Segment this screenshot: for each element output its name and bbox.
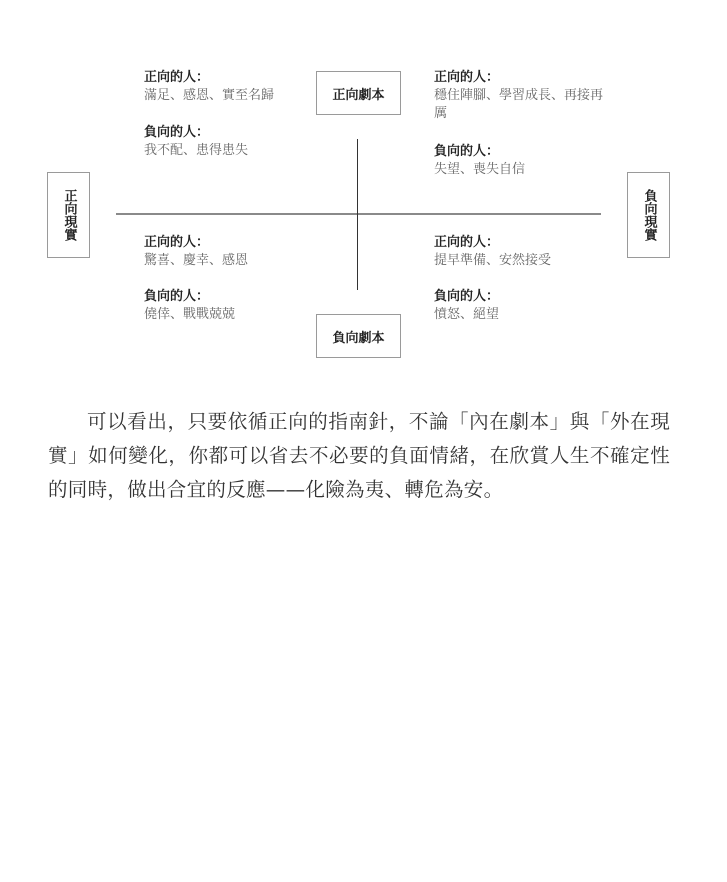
quadrant-bottom-right-positive — [434, 234, 551, 270]
negative-person-text: 失望、喪失自信 — [434, 162, 526, 177]
positive-person-label: 正向的人： — [144, 235, 210, 250]
negative-person-label: 負向的人： — [434, 289, 500, 304]
quadrant-top-right-positive — [434, 69, 609, 123]
negative-person-text: 我不配、患得患失 — [144, 143, 249, 158]
vertical-axis-line — [357, 139, 358, 290]
negative-person-label: 負向的人： — [144, 125, 210, 140]
quadrant-diagram — [0, 0, 727, 370]
positive-person-label: 正向的人： — [434, 235, 500, 250]
positive-person-label: 正向的人： — [144, 70, 210, 85]
quadrant-top-left-negative — [144, 124, 248, 160]
axis-label-negative-reality: 負向現實 — [627, 172, 670, 258]
quadrant-bottom-left-positive — [144, 234, 248, 270]
positive-person-text: 提早準備、安然接受 — [434, 253, 552, 268]
horizontal-axis-line — [116, 213, 601, 215]
positive-person-text: 驚喜、慶幸、感恩 — [144, 253, 249, 268]
quadrant-top-right-negative — [434, 143, 525, 179]
axis-label-positive-script: 正向劇本 — [316, 71, 401, 115]
positive-person-text: 滿足、感恩、實至名歸 — [144, 88, 275, 103]
quadrant-top-left-positive — [144, 69, 274, 105]
body-paragraph: 可以看出，只要依循正向的指南針，不論「內在劇本」與「外在現實」如何變化，你都可以省去不必要的負面情緒，在欣賞人生不確定性的同時，做出合宜的反應——化險為夷、轉危為安。 — [48, 409, 670, 501]
axis-label-negative-script: 負向劇本 — [316, 314, 401, 358]
negative-person-text: 憤怒、絕望 — [434, 307, 500, 322]
negative-person-label: 負向的人： — [144, 289, 210, 304]
positive-person-text: 穩住陣腳、學習成長、再接再厲 — [434, 88, 604, 121]
axis-label-positive-reality: 正向現實 — [47, 172, 90, 258]
quadrant-bottom-right-negative — [434, 288, 499, 324]
negative-person-text: 僥倖、戰戰兢兢 — [144, 307, 236, 322]
negative-person-label: 負向的人： — [434, 144, 500, 159]
quadrant-bottom-left-negative — [144, 288, 235, 324]
positive-person-label: 正向的人： — [434, 70, 500, 85]
